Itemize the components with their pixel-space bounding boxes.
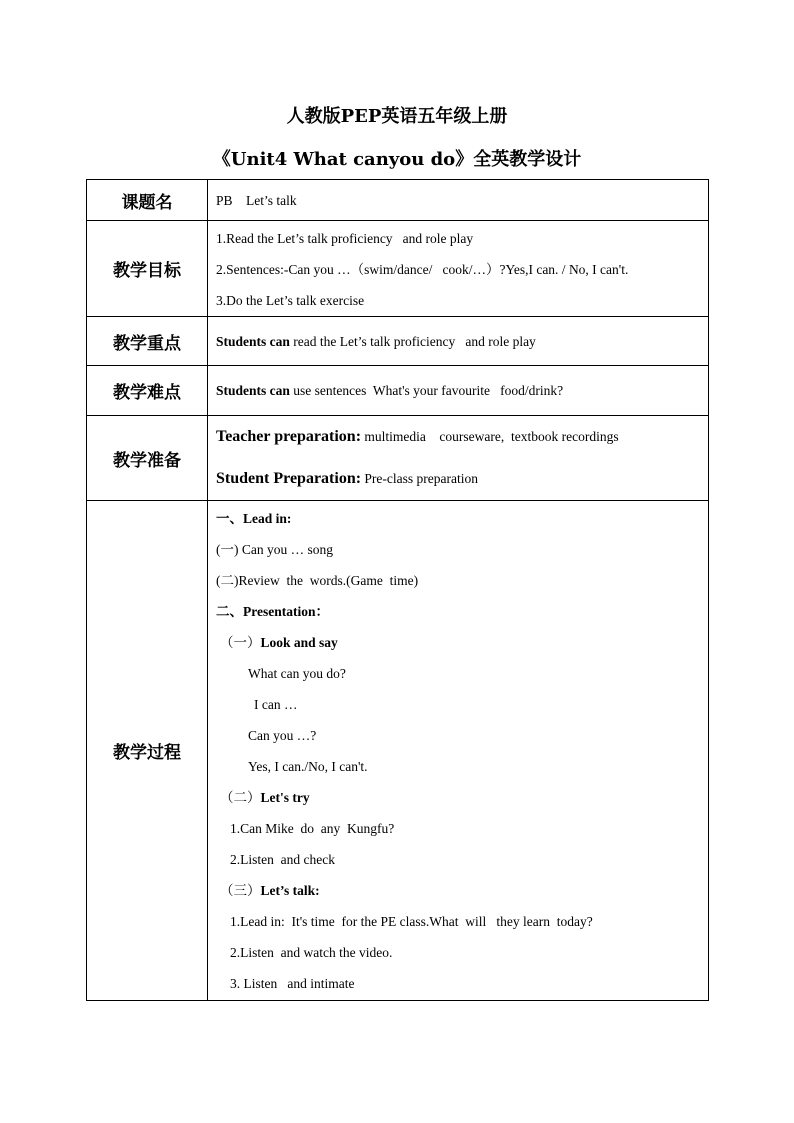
look-and-say-heading [216,627,708,658]
content-topic [208,180,709,221]
teacher-preparation-text: multimedia courseware, textbook recordings [361,429,619,444]
key-points-text: read the Let’s talk proficiency and role play [289,333,536,349]
lead-in-item: (一) Can you … song [216,542,333,557]
row-preparation [87,416,709,501]
difficulties-text: use sentences What's your favourite food/drink? [289,383,564,398]
objective-line: 3.Do the Let’s talk exercise [216,293,365,308]
lets-talk-item: 2.Listen and watch the video. [230,945,393,960]
label-objectives: 教学目标 [87,221,208,317]
row-difficulties [87,366,709,416]
label-topic: 课题名 [87,180,208,221]
lets-try-heading [216,782,708,813]
label-process: 教学过程 [87,501,208,1001]
lead-in-item: (二)Review the words.(Game time) [216,573,419,588]
label-key-points: 教学重点 [87,317,208,366]
look-and-say-number: （一） [220,635,261,650]
presentation-heading: 二、Presentation： [216,604,329,619]
topic-text: PB Let’s talk [216,192,297,208]
lets-try-number: （二） [220,790,261,805]
lets-try-item: 1.Can Mike do any Kungfu? [230,821,395,836]
objective-line: 1.Read the Let’s talk proficiency and role play [216,231,474,246]
look-and-say-title: Look and say [260,635,338,650]
lead-in-heading: 一、Lead in: [216,511,292,526]
difficulties-bold: Students can [216,383,290,398]
difficulties-line [216,375,708,406]
student-preparation-text: Pre-class preparation [361,471,478,486]
document-title: 人教版PEP英语五年级上册 [286,106,508,127]
lets-talk-item: 1.Lead in: It's time for the PE class.What will they learn today? [230,914,593,929]
student-preparation-bold: Student Preparation: [216,470,362,487]
student-preparation [216,458,708,500]
look-and-say-line: I can … [254,697,298,712]
content-preparation [208,416,709,501]
teacher-preparation [216,416,708,458]
lets-talk-heading [216,875,708,906]
teacher-preparation-bold: Teacher preparation: [216,428,362,445]
lesson-plan-table [86,179,709,1001]
row-objectives [87,221,709,317]
content-key-points [208,317,709,366]
lets-try-title: Let's try [260,790,310,805]
look-and-say-line: Can you …? [248,728,317,743]
content-objectives [208,221,709,317]
key-points-line [216,326,708,357]
key-points-bold: Students can [216,333,290,349]
objective-line: 2.Sentences:-Can you …（swim/dance/ cook/…）?Yes,I can. / No, I can't. [216,262,629,277]
row-topic [87,180,709,221]
row-key-points [87,317,709,366]
content-difficulties [208,366,709,416]
label-difficulties: 教学难点 [87,366,208,416]
lets-talk-number: （三） [220,883,261,898]
label-preparation: 教学准备 [87,416,208,501]
lets-try-item: 2.Listen and check [230,852,335,867]
row-process [87,501,709,1001]
lets-talk-item: 3. Listen and intimate [230,976,355,991]
look-and-say-line: Yes, I can./No, I can't. [248,759,368,774]
look-and-say-line: What can you do? [248,666,346,681]
document-subtitle: 《Unit4 What canyou do》全英教学设计 [212,149,582,170]
content-process [208,501,709,1001]
lets-talk-title: Let’s talk: [260,883,320,898]
